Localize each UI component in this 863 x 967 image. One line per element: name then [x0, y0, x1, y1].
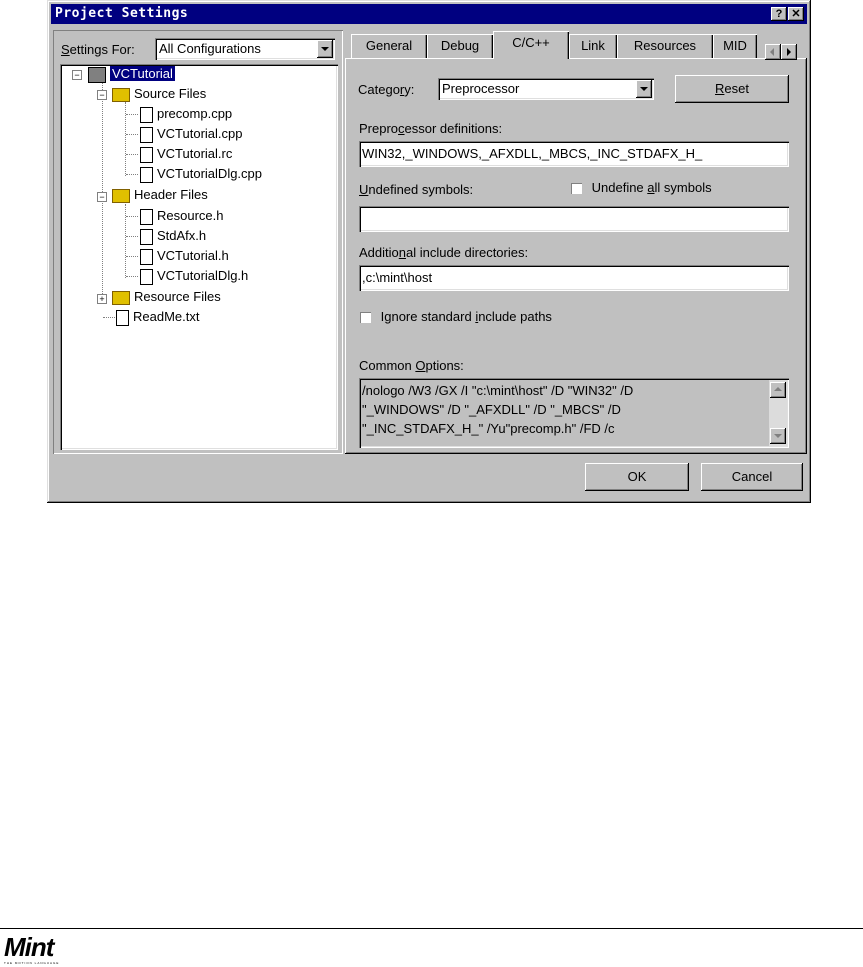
tree-file[interactable]	[140, 105, 232, 123]
common-options-label: Common Options:	[359, 358, 464, 373]
tree-file-label: VCTutorialDlg.h	[157, 268, 249, 283]
include-label: Additional include directories:	[359, 245, 529, 260]
vertical-scrollbar[interactable]	[769, 380, 787, 446]
tree-file-label: VCTutorialDlg.cpp	[157, 166, 263, 181]
rc-file-icon	[140, 147, 153, 163]
settings-for-label: Settings For:	[61, 42, 135, 57]
tree-group-label: Header Files	[134, 187, 208, 202]
tree-file-label: Resource.h	[157, 208, 224, 223]
tree-file-label: ReadMe.txt	[133, 309, 200, 324]
tab-link[interactable]: Link	[569, 34, 617, 58]
undefined-label: Undefined symbols:	[359, 182, 474, 197]
window-title: Project Settings	[55, 6, 189, 21]
checkbox-icon[interactable]	[571, 183, 582, 194]
include-dirs-input[interactable]	[359, 265, 789, 291]
tree-file-readme[interactable]	[116, 308, 199, 326]
tree-file-label: StdAfx.h	[157, 228, 207, 243]
tree-group-label: Source Files	[134, 86, 207, 101]
folder-icon	[112, 88, 130, 102]
tab-resources[interactable]: Resources	[617, 34, 713, 58]
tree-file[interactable]	[140, 227, 206, 245]
tree-file[interactable]	[140, 165, 262, 183]
tab-general[interactable]: General	[351, 34, 427, 58]
project-settings-dialog	[47, 0, 811, 503]
tree-file[interactable]	[140, 145, 232, 163]
tree-file[interactable]	[140, 267, 248, 285]
common-options-line: "_WINDOWS" /D "_AFXDLL" /D "_MBCS" /D	[362, 402, 621, 417]
tree-group-resource[interactable]	[112, 288, 221, 306]
tree-group-header[interactable]	[112, 186, 208, 204]
chevron-down-icon[interactable]	[317, 40, 333, 58]
expand-resource-icon[interactable]: +	[97, 294, 107, 304]
tree-file-label: precomp.cpp	[157, 106, 233, 121]
reset-button[interactable]: Reset	[675, 75, 789, 103]
include-dirs-value: ,c:\mint\host	[362, 270, 433, 285]
mint-logo-subtitle: THE MOTION LANGUAGE	[4, 961, 60, 965]
header-file-icon	[140, 229, 153, 245]
header-file-icon	[140, 269, 153, 285]
header-file-icon	[140, 209, 153, 225]
tree-file-label: VCTutorial.rc	[157, 146, 233, 161]
cpp-file-icon	[140, 127, 153, 143]
checkbox-icon[interactable]	[360, 312, 371, 323]
tab-scroll-left-icon[interactable]	[765, 44, 781, 60]
collapse-root-icon[interactable]: −	[72, 70, 82, 80]
footer-rule	[0, 928, 863, 929]
category-combo[interactable]	[438, 78, 654, 100]
cpp-file-icon	[140, 107, 153, 123]
undefine-all-checkbox[interactable]	[571, 180, 712, 196]
common-options-line: /nologo /W3 /GX /I "c:\mint\host" /D "WIN32" /D	[362, 383, 634, 398]
preprocessor-label: Preprocessor definitions:	[359, 121, 503, 136]
chevron-down-icon[interactable]	[636, 80, 652, 98]
folder-icon	[112, 291, 130, 305]
scroll-up-icon[interactable]	[770, 382, 786, 398]
ignore-std-checkbox[interactable]	[360, 309, 552, 325]
category-label: Category:	[358, 82, 415, 97]
common-options-box[interactable]	[359, 378, 789, 448]
header-file-icon	[140, 249, 153, 265]
tab-debug[interactable]: Debug	[427, 34, 493, 58]
collapse-header-icon[interactable]: −	[97, 192, 107, 202]
cancel-button[interactable]: Cancel	[701, 463, 803, 491]
tree-root[interactable]	[88, 65, 175, 83]
project-icon	[88, 67, 106, 83]
title-bar[interactable]	[51, 4, 807, 24]
mint-logo: Mint	[4, 932, 54, 962]
preprocessor-value: WIN32,_WINDOWS,_AFXDLL,_MBCS,_INC_STDAFX_H_	[362, 146, 703, 161]
preprocessor-input[interactable]	[359, 141, 789, 167]
settings-for-value: All Configurations	[159, 41, 261, 56]
ignore-std-label: Ignore standard include paths	[380, 309, 552, 324]
tab-mid[interactable]: MID	[713, 34, 757, 58]
tree-root-label: VCTutorial	[112, 66, 173, 81]
scroll-down-icon[interactable]	[770, 428, 786, 444]
tree-group-source[interactable]	[112, 85, 206, 103]
tree-file-label: VCTutorial.h	[157, 248, 229, 263]
common-options-line: "_INC_STDAFX_H_" /Yu"precomp.h" /FD /c	[362, 421, 615, 436]
tab-cpp[interactable]: C/C++	[493, 31, 569, 59]
undefined-symbols-input[interactable]	[359, 206, 789, 232]
tab-scroll-right-icon[interactable]	[781, 44, 797, 60]
close-button[interactable]: ✕	[788, 7, 804, 21]
folder-icon	[112, 189, 130, 203]
common-options-text	[362, 381, 633, 438]
category-value: Preprocessor	[442, 81, 520, 96]
settings-for-combo[interactable]	[155, 38, 335, 60]
text-file-icon	[116, 310, 129, 326]
tree-file[interactable]	[140, 207, 223, 225]
tree-file[interactable]	[140, 125, 243, 143]
tree-group-label: Resource Files	[134, 289, 221, 304]
tree-file-label: VCTutorial.cpp	[157, 126, 243, 141]
ok-button[interactable]: OK	[585, 463, 689, 491]
file-tree[interactable]	[60, 64, 338, 450]
help-button[interactable]: ?	[771, 7, 787, 21]
cpp-file-icon	[140, 167, 153, 183]
undefine-all-label: Undefine all symbols	[591, 180, 712, 195]
tree-file[interactable]	[140, 247, 229, 265]
collapse-source-icon[interactable]: −	[97, 90, 107, 100]
